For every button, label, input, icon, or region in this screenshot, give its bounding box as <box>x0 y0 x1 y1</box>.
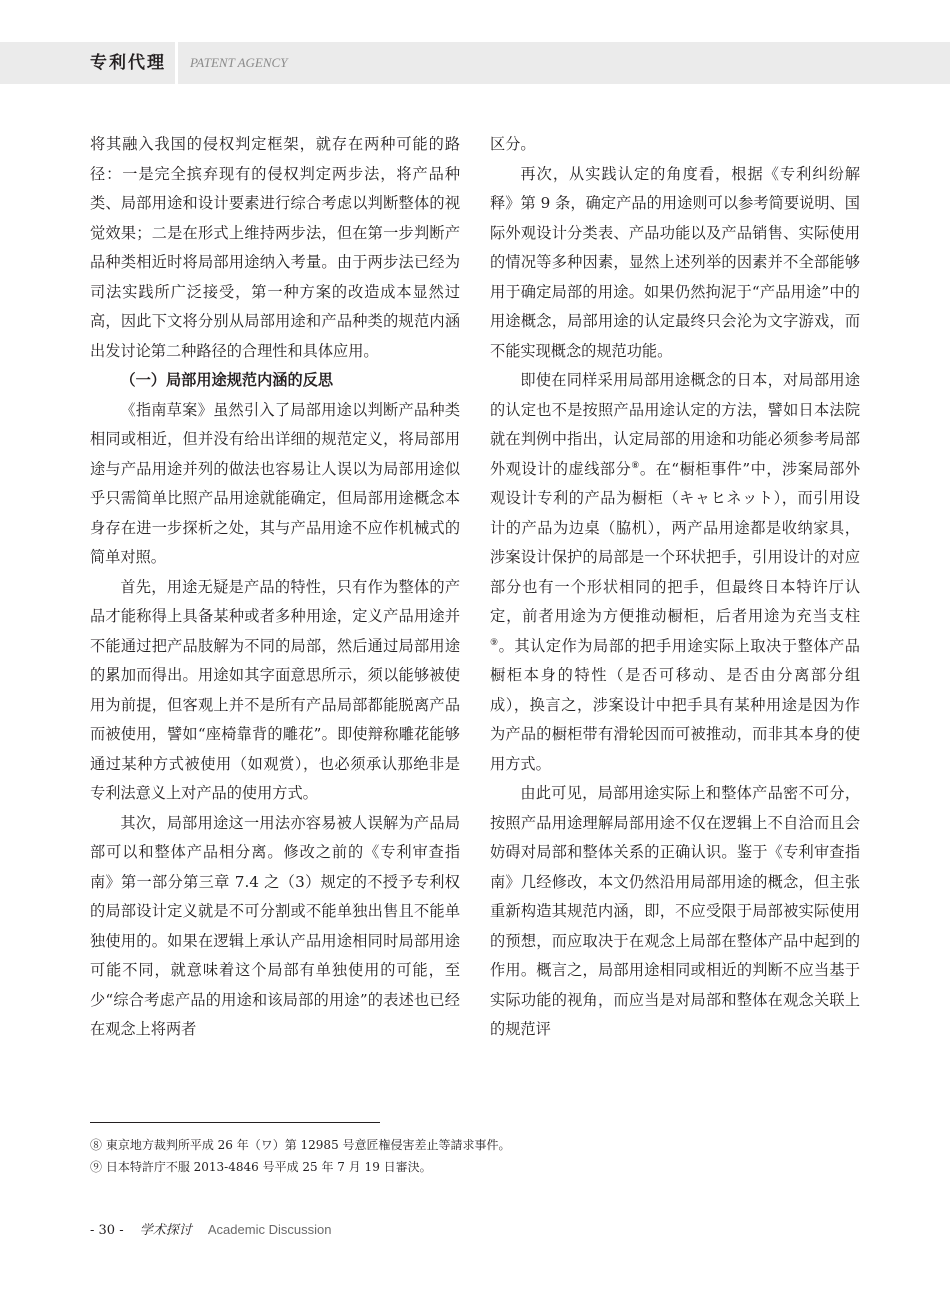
paragraph-continued: 将其融入我国的侵权判定框架，就存在两种可能的路径：一是完全摈弃现有的侵权判定两步法，将产品种类、局部用途和设计要素进行综合考虑以判断整体的视觉效果；二是在形式上维持两步法，但在第一步判断产品种类相近时将局部用途纳入考量。由于两步法已经为司法实践所广泛接受，第一种方案的改造成本显然过高，因此下文将分别从局部用途和产品种类的规范内涵出发讨论第二种路径的合理性和具体应用。 <box>90 135 460 360</box>
footnote-divider <box>90 1122 380 1123</box>
section-heading: （一）局部用途规范内涵的反思 <box>120 371 334 389</box>
page-footer <box>90 1220 331 1240</box>
left-column <box>90 130 460 1045</box>
running-header <box>0 42 950 84</box>
footnote-ref-8[interactable]: ⑧ <box>631 460 640 471</box>
paragraph-text: 即使在同样采用局部用途概念的日本，对局部用途的认定也不是按照产品用途认定的方法，譬如日本法院就在判例中指出，认定局部的用途和功能必须参考局部外观设计的虚线部分 <box>490 371 860 478</box>
paragraph-with-footnotes <box>490 366 860 779</box>
paragraph-continued: 区分。 <box>490 135 536 153</box>
paragraph-text: 。在“橱柜事件”中，涉案局部外观设计专利的产品为橱柜（キャヒネット），而引用设计的产品为边桌（脇机），两产品用途都是收纳家具，涉案设计保护的局部是一个环状把手，引用设计的对应部分也有一个形状相同的把手，但最终日本特许厅认定，前者用途为方便推动橱柜，后者用途为充当支柱 <box>490 459 861 625</box>
right-column <box>490 130 860 1045</box>
paragraph: 再次，从实践认定的角度看，根据《专利纠纷解释》第 9 条，确定产品的用途则可以参考简要说明、国际外观设计分类表、产品功能以及产品销售、实际使用的情况等多种因素，显然上述列举的因素并不全部能够用于确定局部的用途。如果仍然拘泥于“产品用途”中的用途概念，局部用途的认定最终只会沦为文字游戏，而不能实现概念的规范功能。 <box>490 164 860 360</box>
footer-section-subtitle: Academic Discussion <box>207 1222 332 1237</box>
paragraph-text: 。其认定作为局部的把手用途实际上取决于整体产品橱柜本身的特性（是否可移动、是否由分离部分组成），换言之，涉案设计中把手具有某种用途是因为作为产品的橱柜带有滑轮因而可被推动，而非其本身的使用方式。 <box>490 636 860 773</box>
footnotes <box>90 1134 870 1178</box>
header-divider <box>175 42 178 84</box>
page-number: - 30 - <box>90 1223 124 1238</box>
paragraph: 首先，用途无疑是产品的特性，只有作为整体的产品才能称得上具备某种或者多种用途，定义产品用途并不能通过把产品肢解为不同的局部，然后通过局部用途的累加而得出。用途如其字面意思所示，须以能够被使用为前提，但客观上并不是所有产品局部都能脱离产品而被使用，譬如“座椅靠背的雕花”。即使辩称雕花能够通过某种方式被使用（如观赏），也必须承认那绝非是专利法意义上对产品的使用方式。 <box>90 577 460 802</box>
paragraph: 由此可见，局部用途实际上和整体产品密不可分，按照产品用途理解局部用途不仅在逻辑上不自洽而且会妨碍对局部和整体关系的正确认识。鉴于《专利审查指南》几经修改，本文仍然沿用局部用途的概念，但主张重新构造其规范内涵，即，不应受限于局部被实际使用的预想，而应取决于在观念上局部在整体产品中起到的作用。概言之，局部用途相同或相近的判断不应当基于实际功能的视角，而应当是对局部和整体在观念关联上的规范评 <box>490 784 860 1038</box>
footnote-8: ⑧ 東京地方裁判所平成 26 年（ワ）第 12985 号意匠権侵害差止等請求事件。 <box>90 1138 511 1152</box>
header-section-title: 专利代理 <box>90 53 166 73</box>
footnote-9: ⑨ 日本特許庁不服 2013-4846 号平成 25 年 7 月 19 日審決。 <box>90 1160 432 1174</box>
paragraph: 其次，局部用途这一用法亦容易被人误解为产品局部可以和整体产品相分离。修改之前的《专利审查指南》第一部分第三章 7.4 之（3）规定的不授予专利权的局部设计定义就是不可分割或不能单独出售且不能单独使用的。如果在逻辑上承认产品用途相同时局部用途可能不同，就意味着这个局部有单独使用的可能，至少“综合考虑产品的用途和该局部的用途”的表述也已经在观念上将两者 <box>90 813 460 1038</box>
footer-section-title: 学术探讨 <box>139 1223 192 1238</box>
footnote-ref-9[interactable]: ⑨ <box>490 637 499 648</box>
header-section-subtitle: PATENT AGENCY <box>190 55 288 70</box>
paragraph: 《指南草案》虽然引入了局部用途以判断产品种类相同或相近，但并没有给出详细的规范定义，将局部用途与产品用途并列的做法也容易让人误以为局部用途似乎只需简单比照产品用途就能确定，但局部用途概念本身存在进一步探析之处，其与产品用途不应作机械式的简单对照。 <box>90 400 460 566</box>
